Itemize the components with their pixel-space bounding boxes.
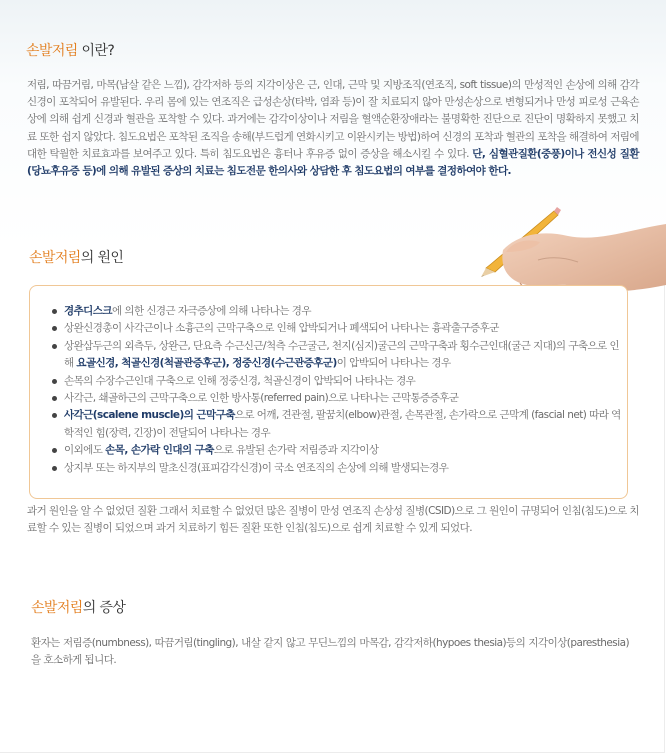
list-item: 경추디스크에 의한 신경근 자극증상에 의해 나타나는 경우 — [51, 303, 623, 320]
list-item: 상지부 또는 하지부의 말초신경(표피감각신경)이 국소 연조직의 손상에 의해 발생되는경우 — [51, 460, 623, 477]
title-highlight: 손발저림 — [31, 600, 83, 616]
list-item: 사각근(scalene muscle)의 근막구축으로 어깨, 견관절, 팔꿈치(elbow)관절, 손목관절, 손가락으로 근막계 (fascial net) 따라 역학적인 힘(장력, 긴장)이 전달되어 나타나는 경우 — [51, 407, 623, 442]
causes-summary-paragraph: 과거 원인을 알 수 없었던 질환 그래서 치료할 수 없었던 많은 질병이 만성 연조직 손상성 질병(CSID)으로 그 원인이 규명되어 인침(침도)으로 치료할 수 있는 질병이 되었으며 과거 치료하기 힘든 질환 또한 인침(침도)으로 쉽게 치료할 수 있게 되었다. — [27, 505, 639, 535]
intro-paragraph — [27, 77, 639, 180]
causes-list — [51, 303, 623, 477]
title-rest: 이란? — [77, 43, 115, 59]
title-highlight: 손발저림 — [29, 250, 81, 266]
section-title-symptoms — [31, 597, 125, 617]
list-item: 이외에도 손목, 손가락 인대의 구축으로 유발된 손가락 저림증과 지각이상 — [51, 442, 623, 459]
section-title-causes — [29, 247, 123, 267]
title-rest: 의 원인 — [80, 250, 124, 266]
list-item: 상완신경총이 사각근이나 소흉근의 근막구축으로 인해 압박되거나 폐색되어 나타나는 흉곽출구증후군 — [51, 320, 623, 337]
list-item: 손목의 수장수근인대 구축으로 인해 정중신경, 척골신경이 압박되어 나타나는 경우 — [51, 373, 623, 390]
intro-text: 저림, 따끔거림, 마목(남살 같은 느낌), 감각저하 등의 지각이상은 근, 인대, 근막 및 지방조직(연조직, soft tissue)의 만성적인 손상에 의해 감각신경이 포착되어 유발된다. 우리 몸에 있는 연조직은 급성손상(타박, 염좌 등)이 잘 치료되지 않아 만성손상으로 변형되거나 만성 피로성 근육손상에 의해 쉽게 신경과 혈관을 포착할 수 있다. 과거에는 감각이상이나 저림을 혈액순환장애라는 불명확한 진단으로 진단이 명확하지 못했고 치료 또한 쉽지 않았다. 침도요법은 포착된 조직을 송해(부드럽게 연화시키고 이완시키는 방법)하여 신경의 포착과 혈관의 포착을 해결하여 저림에 대한 탁월한 치료효과를 보여주고 있다. 특히 침도요법은 흉터나 후유증 없이 증상을 해소시킬 수 있다. — [27, 79, 639, 160]
list-item: 상완삼두근의 외측두, 상완근, 단요측 수근신근/척측 수근굴근, 천지(심지)굴근의 근막구축과 횡수근인대(굴근 지대)의 구축으로 인해 요골신경, 척골신경(척골관증후군), 정중신경(수근관증후군)이 압박되어 나타나는 경우 — [51, 338, 623, 373]
list-item: 사각근, 쇄골하근의 근막구축으로 인한 방사통(referred pain)으로 나타나는 근막통증증후군 — [51, 390, 623, 407]
intro-emphasis: 단, 심혈관질환(중풍)이나 전신성 질환(당뇨후유증 등)에 의해 유발된 증상의 치료는 침도전문 한의사와 상담한 후 침도요법의 여부를 결정하여야 한다. — [27, 147, 639, 178]
title-highlight: 손발저림 — [26, 43, 78, 59]
section-title-what-is — [26, 40, 114, 60]
title-rest: 의 증상 — [82, 600, 126, 616]
symptoms-paragraph: 환자는 저림증(numbness), 따끔거림(tingling), 내살 같지 않고 무딘느낌의 마목감, 감각저하(hypoes thesia)등의 지각이상(paresthesia)을 호소하게 됩니다. — [31, 637, 629, 667]
